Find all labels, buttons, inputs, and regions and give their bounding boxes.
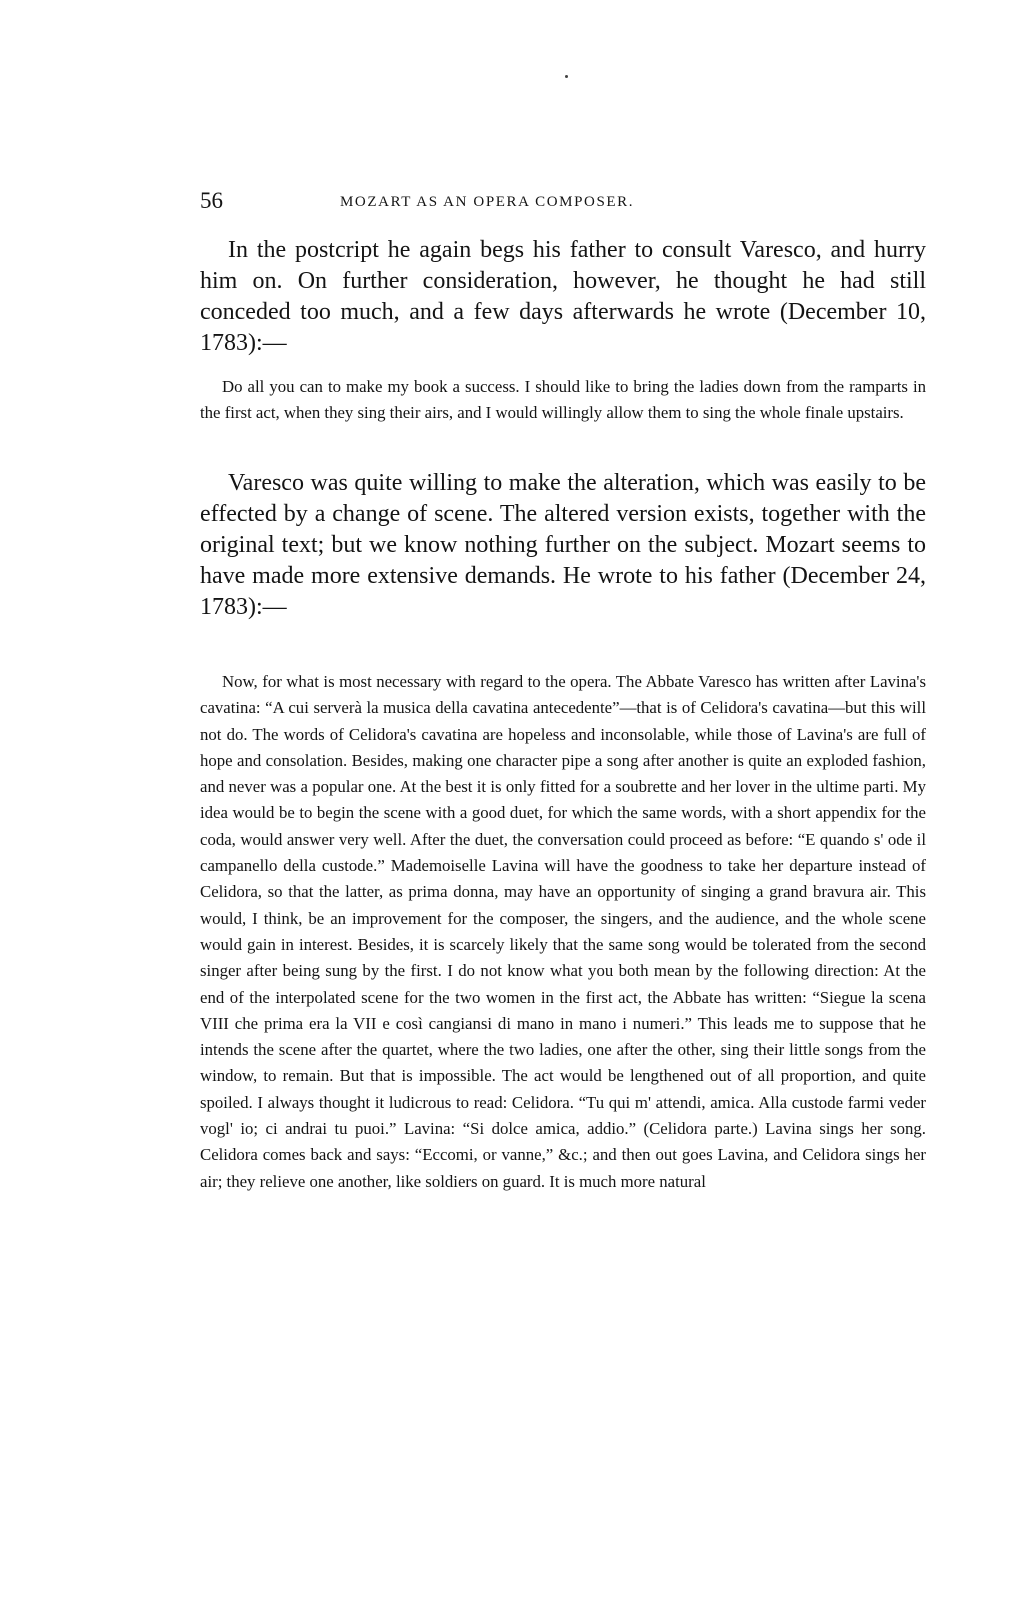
letter-quote-2: Now, for what is most necessary with regard to the opera. The Abbate Varesco has written after Lavina's cavatina: “A cui serverà la musica della cavatina antecedente”—that is of Celidora's cavatina—but this will not do. The words of Celidora's cavatina are hopeless and inconsolable, while those of Lavina's are full of hope and consolation. Besides, making one character pipe a song after another is quite an exploded fashion, and never was a popular one. At the best it is only fitted for a soubrette and her lover in the ultime parti. My idea would be to begin the scene with a good duet, for which the same words, with a short appendix for the coda, would answer very well. After the duet, the conversation could proceed as before: “E quando s' ode il campanello della custode.” Mademoiselle Lavina will have the goodness to take her departure instead of Celidora, so that the latter, as prima donna, may have an opportunity of singing a grand bravura air. This would, I think, be an improvement for the composer, the singers, and the audience, and the whole scene would gain in interest. Besides, it is scarcely likely that the same song would be tolerated from the second singer after being sung by the first. I do not know what you both mean by the following direction: At the end of the interpolated scene for the two women in the first act, the Abbate has written: “Siegue la scena VIII che prima era la VII e così cangiansi di mano in mano i numeri.” This leads me to suppose that he intends the scene after the quartet, where the two ladies, one after the other, sing their little songs from the window, to remain. But that is impossible. The act would be lengthened out of all proportion, and quite spoiled. I always thought it ludicrous to read: Celidora. “Tu qui m' attendi, amica. Alla custode farmi veder vogl' io; ci andrai tu puoi.” Lavina: “Si dolce amica, addio.” (Celidora parte.) Lavina sings her song. Celidora comes back and says: “Eccomi, or vanne,” &c.; and then out goes Lavina, and Celidora sings her air; they relieve one another, like soldiers on guard. It is much more natural	[200, 672, 926, 1191]
page-speck	[565, 75, 568, 78]
running-header	[200, 186, 926, 216]
body-paragraph-1: In the postcript he again begs his father to consult Varesco, and hurry him on. On further consideration, however, he thought he had still conceded too much, and a few days afterwards he wrote (December 10, 1783):—	[200, 237, 926, 356]
page-number: 56	[200, 188, 223, 213]
letter-quote-1: Do all you can to make my book a success. I should like to bring the ladies down from the ramparts in the first act, when they sing their airs, and I would willingly allow them to sing the whole finale upstairs.	[200, 377, 926, 423]
body-paragraph-2: Varesco was quite willing to make the alteration, which was easily to be effected by a change of scene. The altered version exists, together with the original text; but we know nothing further on the subject. Mozart seems to have made more extensive demands. He wrote to his father (December 24, 1783):—	[200, 470, 926, 620]
running-title: MOZART AS AN OPERA COMPOSER.	[340, 194, 635, 210]
book-page	[200, 0, 926, 1600]
